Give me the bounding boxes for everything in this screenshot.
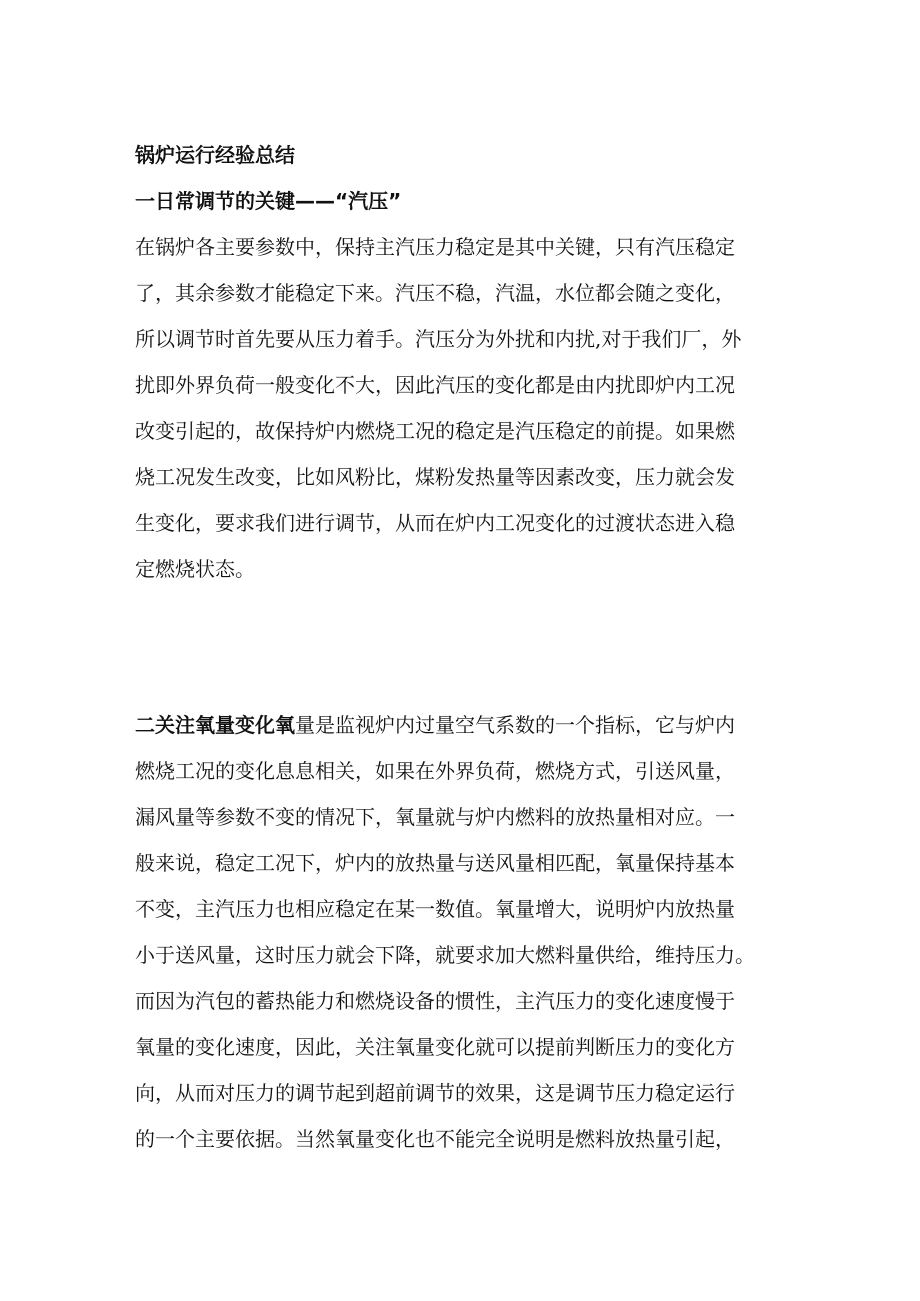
paragraph-line: 扰即外界负荷一般变化不大，因此汽压的变化都是由内扰即炉内工况 <box>135 373 735 397</box>
document-title: 锅炉运行经验总结 <box>135 143 295 167</box>
paragraph-line: 燃烧工况的变化息息相关，如果在外界负荷，燃烧方式，引送风量， <box>135 759 735 783</box>
section-2-heading: 二关注氧量变化氧 <box>135 713 295 737</box>
section-1-paragraph <box>135 224 795 592</box>
paragraph-first-line-text: 量是监视炉内过量空气系数的一个指标，它与炉内 <box>295 713 735 737</box>
paragraph-line: 定燃烧状态。 <box>135 557 255 581</box>
paragraph-line: 不变，主汽压力也相应稳定在某一数值。氧量增大，说明炉内放热量 <box>135 897 735 921</box>
paragraph-line: 漏风量等参数不变的情况下，氧量就与炉内燃料的放热量相对应。一 <box>135 805 735 829</box>
paragraph-line: 小于送风量，这时压力就会下降，就要求加大燃料量供给，维持压力。 <box>135 943 755 967</box>
paragraph-line: 的一个主要依据。当然氧量变化也不能完全说明是燃料放热量引起， <box>135 1127 735 1151</box>
paragraph-line: 氧量的变化速度，因此，关注氧量变化就可以提前判断压力的变化方 <box>135 1035 735 1059</box>
paragraph-line: 烧工况发生改变，比如风粉比，煤粉发热量等因素改变，压力就会发 <box>135 465 735 489</box>
paragraph-line: 了，其余参数才能稳定下来。汽压不稳，汽温，水位都会随之变化， <box>135 281 735 305</box>
paragraph-line: 在锅炉各主要参数中，保持主汽压力稳定是其中关键，只有汽压稳定 <box>135 235 735 259</box>
paragraph-line: 向，从而对压力的调节起到超前调节的效果，这是调节压力稳定运行 <box>135 1081 735 1105</box>
section-1-heading: 一日常调节的关键——“汽压” <box>135 189 402 213</box>
section-2-paragraph <box>135 702 795 1162</box>
paragraph-line: 生变化，要求我们进行调节，从而在炉内工况变化的过渡状态进入稳 <box>135 511 735 535</box>
paragraph-line: 所以调节时首先要从压力着手。汽压分为外扰和内扰,对于我们厂，外 <box>135 327 742 351</box>
paragraph-line: 般来说，稳定工况下，炉内的放热量与送风量相匹配，氧量保持基本 <box>135 851 735 875</box>
paragraph-line: 而因为汽包的蓄热能力和燃烧设备的惯性，主汽压力的变化速度慢于 <box>135 989 735 1013</box>
paragraph-first-line <box>135 702 795 748</box>
paragraph-line: 改变引起的，故保持炉内燃烧工况的稳定是汽压稳定的前提。如果燃 <box>135 419 735 443</box>
